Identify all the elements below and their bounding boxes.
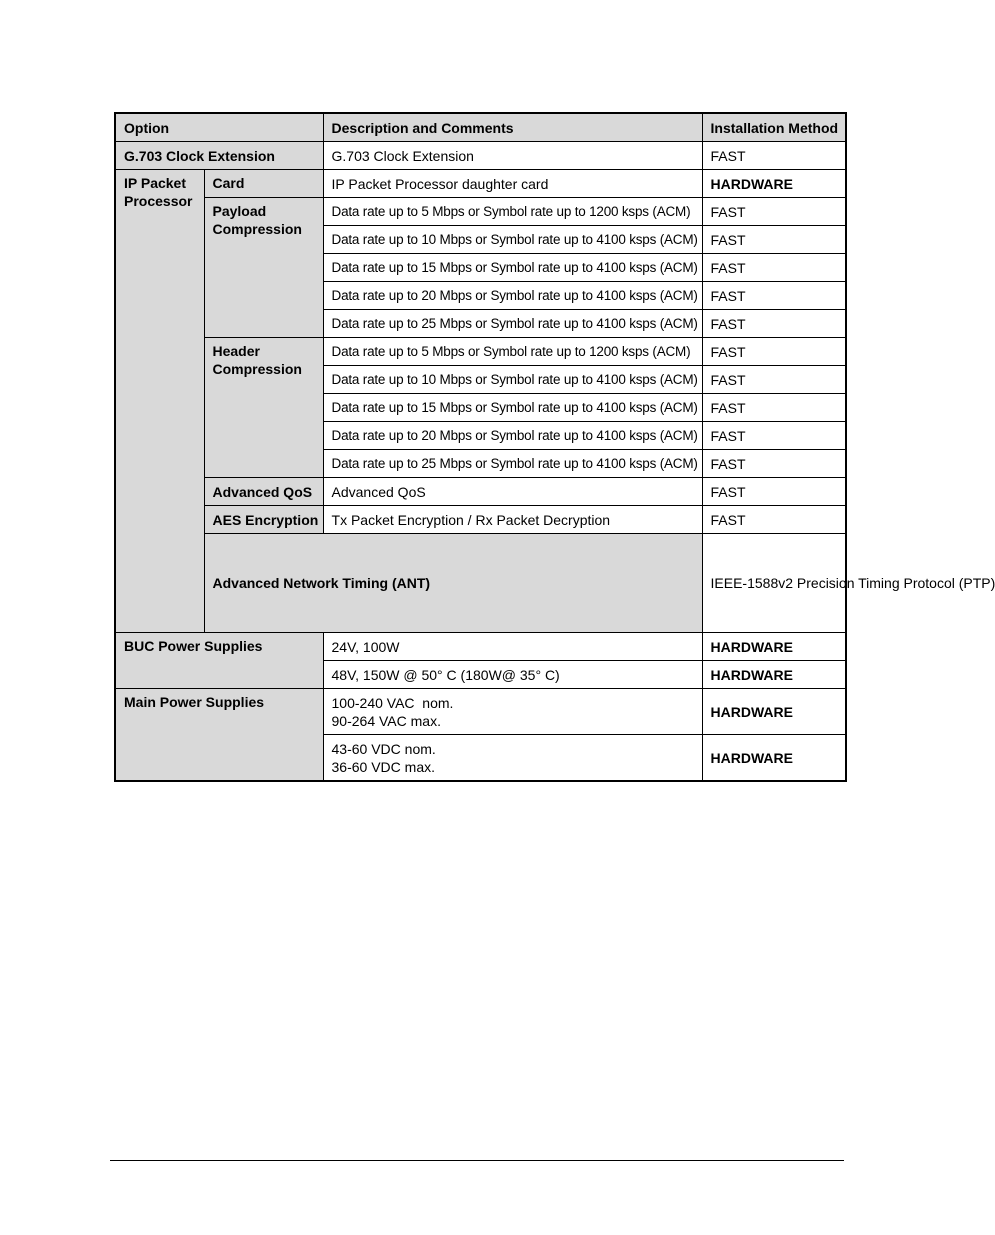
- method-cell: FAST: [702, 282, 846, 310]
- description-line: 43-60 VDC nom.: [331, 740, 436, 757]
- method-cell: FAST: [702, 450, 846, 478]
- method-cell: FAST: [702, 366, 846, 394]
- footer-divider: [110, 1160, 844, 1161]
- description-line: 90-264 VAC max.: [331, 712, 441, 729]
- description-cell: Data rate up to 25 Mbps or Symbol rate up to 4100 ksps (ACM): [323, 450, 702, 478]
- header-option: Option: [115, 113, 323, 142]
- sub-option-cell: Header Compression: [204, 338, 323, 478]
- description-cell: 24V, 100W: [323, 633, 702, 661]
- sub-option-cell: Card: [204, 170, 323, 198]
- method-cell: FAST: [702, 478, 846, 506]
- method-cell: FAST: [702, 142, 846, 170]
- table-row: [115, 170, 846, 198]
- description-cell: G.703 Clock Extension: [323, 142, 702, 170]
- method-cell: HARDWARE: [702, 170, 846, 198]
- description-cell: Data rate up to 15 Mbps or Symbol rate up to 4100 ksps (ACM): [323, 254, 702, 282]
- option-cell: G.703 Clock Extension: [115, 142, 323, 170]
- table-row: [115, 142, 846, 170]
- method-cell: HARDWARE: [702, 689, 846, 735]
- method-cell: HARDWARE: [702, 735, 846, 782]
- header-description: Description and Comments: [323, 113, 702, 142]
- description-line: 100-240 VAC nom.: [331, 694, 454, 711]
- option-cell: BUC Power Supplies: [115, 633, 323, 689]
- table-row: [115, 198, 846, 226]
- option-cell: Advanced Network Timing (ANT): [204, 534, 702, 633]
- method-cell: FAST: [702, 422, 846, 450]
- sub-option-cell: Payload Compression: [204, 198, 323, 338]
- table-row: [115, 338, 846, 366]
- method-cell: FAST: [702, 254, 846, 282]
- description-cell: Data rate up to 5 Mbps or Symbol rate up to 1200 ksps (ACM): [323, 198, 702, 226]
- description-cell: IP Packet Processor daughter card: [323, 170, 702, 198]
- description-cell: [323, 689, 702, 735]
- table-header-row: [115, 113, 846, 142]
- table-row: [115, 633, 846, 661]
- description-cell: Data rate up to 10 Mbps or Symbol rate up to 4100 ksps (ACM): [323, 366, 702, 394]
- description-cell: Advanced QoS: [323, 478, 702, 506]
- description-cell: Data rate up to 5 Mbps or Symbol rate up to 1200 ksps (ACM): [323, 338, 702, 366]
- sub-option-cell: Advanced QoS: [204, 478, 323, 506]
- header-installation-method: Installation Method: [702, 113, 846, 142]
- method-cell: FAST: [702, 338, 846, 366]
- method-cell: FAST: [702, 226, 846, 254]
- method-cell: FAST: [702, 198, 846, 226]
- method-cell: FAST: [702, 394, 846, 422]
- method-cell: HARDWARE: [702, 661, 846, 689]
- description-line: 36-60 VDC max.: [331, 758, 435, 775]
- description-cell: Data rate up to 20 Mbps or Symbol rate up to 4100 ksps (ACM): [323, 282, 702, 310]
- option-cell: IP Packet Processor: [115, 170, 204, 633]
- method-cell: FAST: [702, 506, 846, 534]
- table-row: [115, 689, 846, 735]
- description-cell: Data rate up to 20 Mbps or Symbol rate up to 4100 ksps (ACM): [323, 422, 702, 450]
- options-table: [114, 112, 995, 782]
- description-cell: 48V, 150W @ 50° C (180W@ 35° C): [323, 661, 702, 689]
- method-cell: HARDWARE: [702, 633, 846, 661]
- description-cell: Data rate up to 25 Mbps or Symbol rate up to 4100 ksps (ACM): [323, 310, 702, 338]
- sub-option-cell: AES Encryption: [204, 506, 323, 534]
- table-row: [115, 506, 846, 534]
- table-row: [115, 534, 846, 633]
- method-cell: FAST: [702, 310, 846, 338]
- table-row: [115, 478, 846, 506]
- description-cell: Data rate up to 15 Mbps or Symbol rate up to 4100 ksps (ACM): [323, 394, 702, 422]
- description-cell: [323, 735, 702, 782]
- description-cell: IEEE-1588v2 Precision Timing Protocol (PTP): [702, 534, 846, 633]
- description-cell: Data rate up to 10 Mbps or Symbol rate up to 4100 ksps (ACM): [323, 226, 702, 254]
- description-cell: Tx Packet Encryption / Rx Packet Decryption: [323, 506, 702, 534]
- option-cell: Main Power Supplies: [115, 689, 323, 782]
